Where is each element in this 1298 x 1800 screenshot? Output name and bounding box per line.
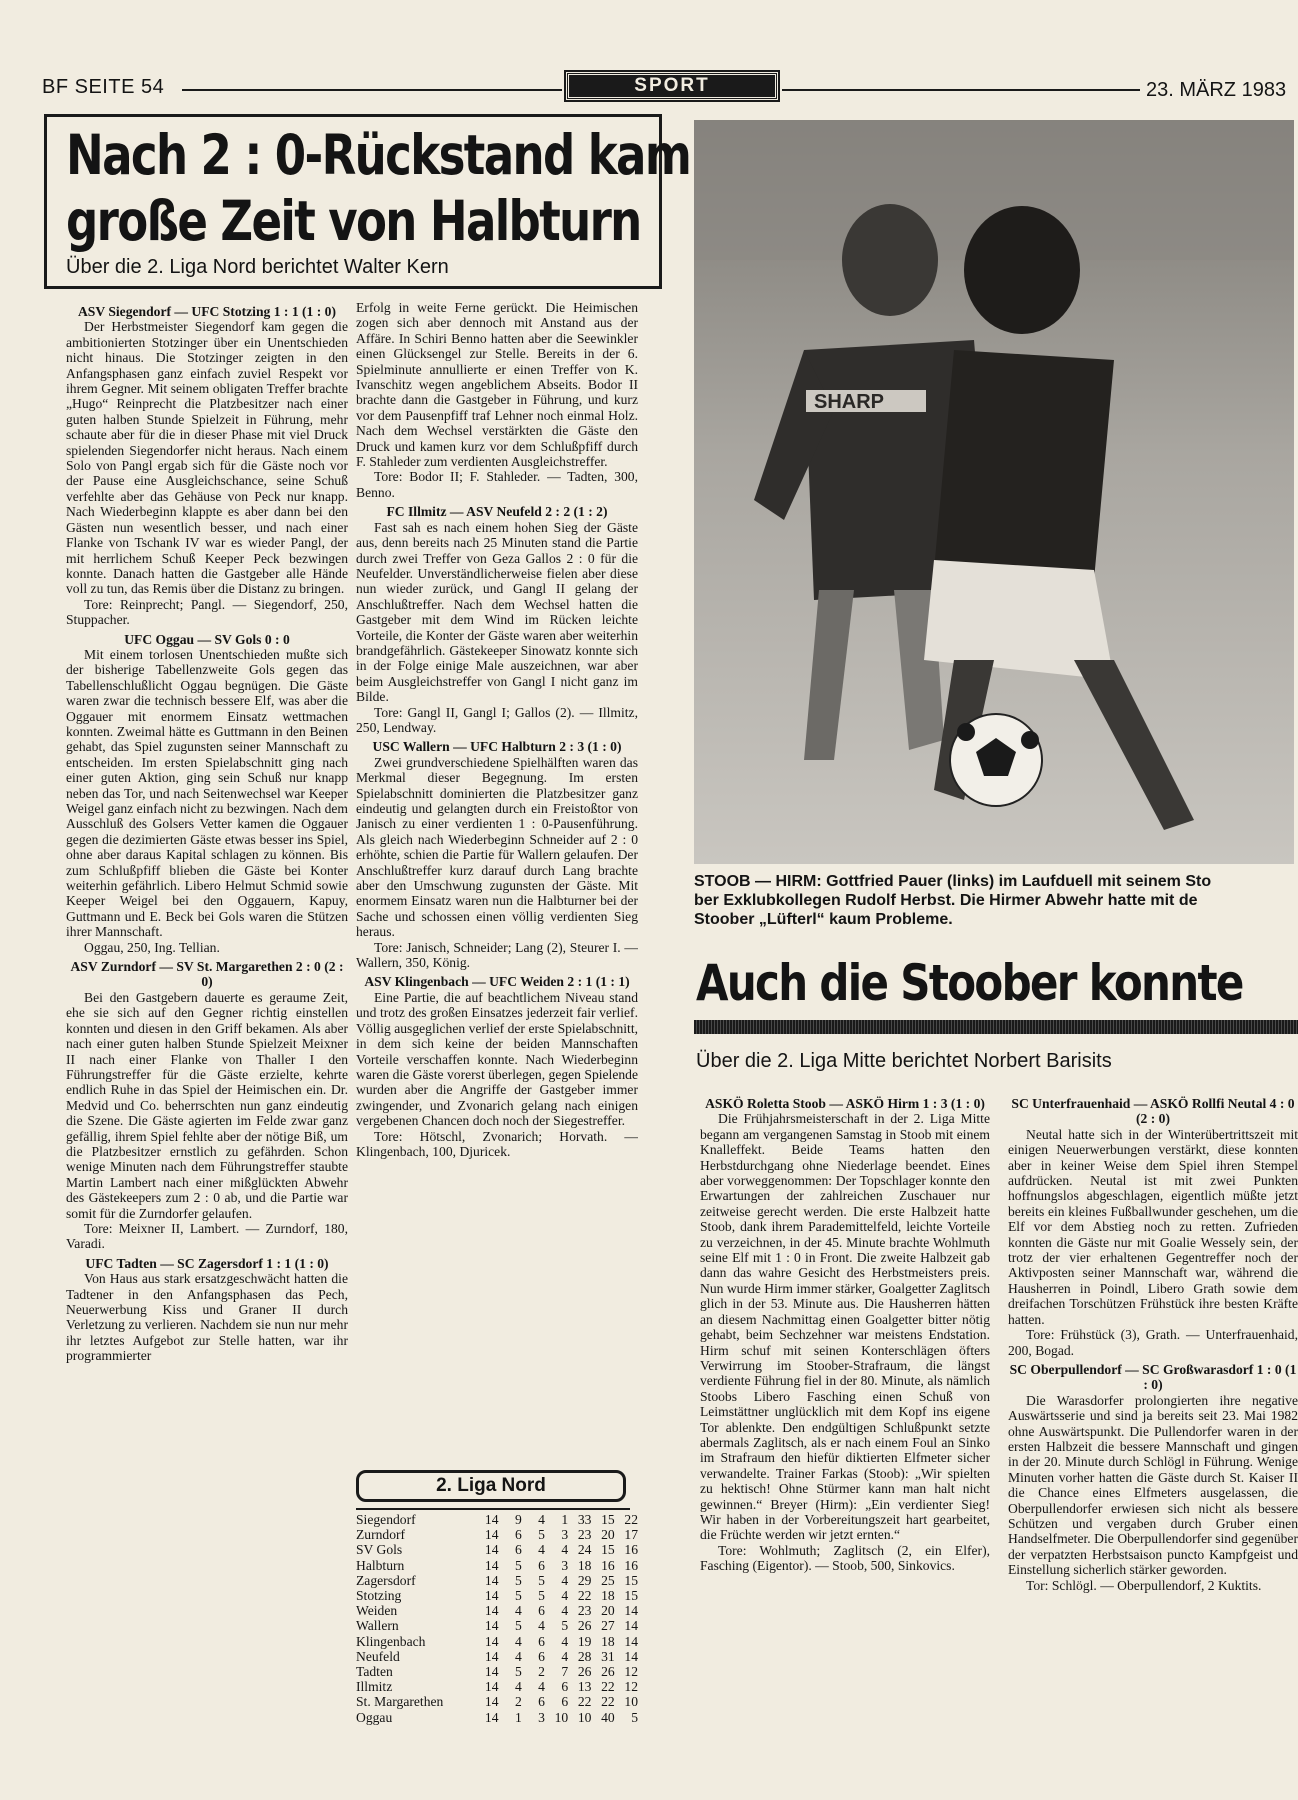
header-rule-left (182, 89, 562, 91)
photo-caption-line-1: STOOB — HIRM: Gottfried Pauer (links) im Laufduell mit seinem Sto (694, 873, 1212, 890)
stat-cell: 14 (484, 1618, 499, 1634)
headline-line-2: große Zeit von Halbturn (66, 189, 641, 253)
stat-cell: 2 (514, 1694, 522, 1710)
article-column-2 (356, 300, 638, 1460)
stat-cell: 14 (624, 1648, 638, 1664)
stat-cell: 22 (577, 1588, 592, 1604)
team-name: Weiden (356, 1603, 398, 1619)
standings-rule (356, 1508, 630, 1510)
standings-row (356, 1679, 638, 1694)
team-name: Zurndorf (356, 1527, 406, 1543)
stat-cell: 14 (484, 1512, 499, 1527)
stat-cell: 5 (538, 1572, 545, 1588)
stat-cell: 31 (601, 1648, 615, 1664)
paragraph: Von Haus aus stark ersatzgeschwächt hatten die Tadtener in den Anfangsphasen das Pech, Neuerwerbung Kiss und Graner II durch Verletzung zu verlieren. Nachdem sie nun nur mehr ihr letztes Aufgebot zur Stelle hatten, war ihr programmierter (66, 1271, 348, 1364)
stat-cell: 1 (514, 1709, 522, 1725)
stat-cell: 5 (538, 1588, 545, 1604)
match-heading: SC Oberpullendorf — SC Großwarasdorf 1 : 0 (1 : 0) (1009, 1361, 1297, 1393)
stat-cell: 5 (514, 1664, 522, 1680)
stat-cell: 4 (538, 1679, 545, 1695)
standings-row (356, 1573, 638, 1588)
stat-cell: 20 (601, 1603, 615, 1619)
paragraph: Neutal hatte sich in der Winterübertrittszeit mit einigen Neuerwerbungen verstärkt, diese konnten aber in keiner Weise dem Spiel ihren Stempel aufdrücken. Neutal ist mit zwei Punkten hoffnungslos abgeschlagen, eigentlich müßte jetzt bereits ein kleines Fußballwunder geschehen, um die Elf vor dem Abstieg noch zu retten. Zufrieden konnten die Gäste nur mit Goalie Wessely sein, der trotz der vier erhaltenen Gegentreffer noch der Aktivposten seiner Mannschaft war, während die Hausherren in Poindl, Libero Grath sowie dem dreifachen Torschützen Frühstück ihre besten Kräfte hatten. (1008, 1126, 1298, 1327)
photo-caption-line-3: Stoober „Lüfterl“ kaum Probleme. (694, 911, 953, 928)
stat-cell: 26 (577, 1618, 592, 1634)
article-column-1 (66, 300, 348, 1795)
standings-row (356, 1527, 638, 1542)
stat-cell: 28 (577, 1648, 592, 1664)
stat-cell: 14 (484, 1527, 499, 1543)
paragraph: Tore: Hötschl, Zvonarich; Horvath. — Klingenbach, 100, Djuricek. (356, 1128, 638, 1159)
standings-row (356, 1603, 638, 1618)
stat-cell: 4 (561, 1572, 569, 1588)
team-name: Illmitz (356, 1679, 393, 1695)
stat-cell: 33 (577, 1512, 592, 1527)
stat-cell: 4 (561, 1588, 569, 1604)
article-column-3 (700, 1092, 990, 1782)
stat-cell: 6 (538, 1603, 545, 1619)
match-heading: UFC Tadten — SC Zagersdorf 1 : 1 (1 : 0) (85, 1255, 329, 1271)
team-name: St. Margarethen (356, 1694, 444, 1710)
stat-cell: 23 (577, 1527, 592, 1543)
stat-cell: 4 (514, 1679, 522, 1695)
article-column-4 (1008, 1092, 1298, 1782)
stat-cell: 10 (577, 1709, 592, 1725)
stat-cell: 14 (624, 1633, 638, 1649)
stat-cell: 23 (577, 1603, 592, 1619)
stat-cell: 5 (514, 1618, 522, 1634)
team-name: Siegendorf (356, 1512, 416, 1527)
match-heading: USC Wallern — UFC Halbturn 2 : 3 (1 : 0) (372, 739, 622, 755)
paragraph: Fast sah es nach einem hohen Sieg der Gäste aus, denn bereits nach 25 Minuten stand die Partie durch zwei Treffer von Geza Gallos 2 : 0 für die Neufelder. Unverständlicherweise fielen aber diese nun wieder zurück, und Gangl II gelang der Anschlußtreffer. Nach dem Wechsel hatten die Gastgeber mit dem Wind im Rücken leichte Vorteile, die Konter der Gäste waren aber weiterhin brandgefährlich. Gästekeeper Sinowatz konnte sich in der Folge einige Male auszeichnen, war aber beim Ausgleichstreffer von Gangl I nicht ganz im Bilde. (356, 519, 638, 705)
paragraph: Mit einem torlosen Unentschieden mußte sich der bisherige Tabellenzweite Gols gegen das Tabellenschlußlicht Oggau begnügen. Die Gäste waren zwar die technisch bessere Elf, was aber die Oggauer mit enormem Einsatz wettmachen konnten. Zweimal hätte es Guttmann in den Beinen gehabt, das Spiel zugunsten seiner Mannschaft zu entscheiden. Im ersten Spielabschnitt ging nach einer guten Aktion, ging sein Schuß nur knapp neben das Tor, und nach Seitenwechsel war Keeper Weigel ganz einfach nicht zu bezwingen. Nach dem Ausschluß des Golsers Vetter kamen die Oggauer gegen die dezimierten Gäste etwas besser ins Spiel, ohne aber daraus Kapital schlagen zu können. Bis zum Schlußpfiff blieben die Gäste bei Konter weiterhin gefährlich. Libero Helmut Schmid sowie Keeper Weigel bei den Oggauern, Kapuy, Guttmann und E. Beck bei Gols waren die Stützen ihrer Mannschaft. (66, 646, 348, 940)
photo-caption (694, 872, 1294, 929)
standings-row (356, 1618, 638, 1633)
team-name: Oggau (356, 1709, 393, 1725)
headline-2: Auch die Stoober konnte (696, 954, 1243, 1012)
stat-cell: 15 (601, 1542, 615, 1558)
stat-cell: 6 (538, 1648, 545, 1664)
stat-cell: 14 (484, 1694, 499, 1710)
paragraph: Tore: Frühstück (3), Grath. — Unterfrauenhaid, 200, Bogad. (1008, 1327, 1298, 1358)
standings-row (356, 1649, 638, 1664)
standings-row (356, 1558, 638, 1573)
shirt-sponsor-text: SHARP (814, 391, 885, 413)
standings-row (356, 1710, 638, 1725)
team-name: Zagersdorf (356, 1572, 416, 1588)
headline (66, 122, 691, 254)
byline-2: Über die 2. Liga Mitte berichtet Norbert Barisits (696, 1050, 1112, 1072)
stat-cell: 15 (624, 1588, 638, 1604)
match-heading: ASV Klingenbach — UFC Weiden 2 : 1 (1 : 1) (364, 974, 630, 990)
stat-cell: 20 (601, 1527, 615, 1543)
stat-cell: 14 (484, 1542, 499, 1558)
match-heading: FC Illmitz — ASV Neufeld 2 : 2 (1 : 2) (386, 504, 608, 520)
match-heading: UFC Oggau — SV Gols 0 : 0 (124, 631, 290, 647)
paragraph: Tore: Reinprecht; Pangl. — Siegendorf, 250, Stuppacher. (66, 596, 348, 628)
stat-cell: 3 (538, 1709, 545, 1725)
paragraph: Der Herbstmeister Siegendorf kam gegen die ambitionierten Stotzinger über ein Unentschieden nicht hinaus. Die Stotzinger zeigten in den Anfangsphasen ganz einfach zuviel Respekt vor ihrem Gegner. Mit seinem obligaten Treffer brachte „Hugo“ Reinprecht die Platzbesitzer nach einer guten halben Stunde Spielzeit in Führung, mehr schaute aber für die in dieser Phase mit viel Druck spielenden Siegendorfer nicht heraus. Nach einem Solo von Pangl ergab sich für die Gäste noch vor der Pause eine Ausgleichschance, seine Schuß verfehlte aber das Gehäuse von Peck nur knapp. Nach Wiederbeginn klappte es aber dann bei den Gästen nun wesentlich besser, und nach einer Flanke von Tschank IV war es wieder Pangl, der mit herrlichem Schuß Keeper Peck bezwingen konnte. Danach hatten die Gastgeber alle Hände voll zu tun, das Remis über die Distanz zu bringen. (66, 319, 348, 597)
stat-cell: 6 (514, 1527, 522, 1543)
stat-cell: 3 (561, 1557, 569, 1573)
match-heading: ASV Zurndorf — SV St. Margarethen 2 : 0 (2 : 0) (70, 959, 344, 990)
match-heading: ASKÖ Roletta Stoob — ASKÖ Hirm 1 : 3 (1 : 0) (705, 1096, 985, 1111)
stat-cell: 29 (577, 1572, 592, 1588)
stat-cell: 3 (561, 1527, 569, 1543)
stat-cell: 18 (601, 1588, 615, 1604)
stat-cell: 16 (601, 1557, 615, 1573)
stat-cell: 1 (561, 1512, 569, 1527)
team-name: Tadten (356, 1664, 393, 1680)
team-name: Halbturn (356, 1557, 405, 1573)
match-heading: SC Unterfrauenhaid — ASKÖ Rollfi Neutal 4 : 0 (2 : 0) (1011, 1096, 1295, 1127)
paragraph: Die Frühjahrsmeisterschaft in der 2. Liga Mitte begann am vergangenen Samstag in Stoob mit einem Knalleffekt. Beide Teams hatten den Herbstdurchgang ohne Niederlage beendet. Eines aber vorweggenommen: Der Topschlager konnte den Erwartungen der zahlreichen Zuschauer nur zeitweise gerecht werden. Die erste Halbzeit hatte Stoob, dank ihrem Parademittelfeld, leichte Vorteile zu verzeichnen, in der 45. Minute brachte Wohlmuth seine Elf mit 1 : 0 in Front. Die zweite Halbzeit gab dann das wahre Gesicht des Herbstmeisters preis. Nun wurde Hirm immer stärker, Goalgetter Zaglitsch glich in der 53. Minute aus. Die Hausherren hätten an diesem Nachmittag einen Goalgetter bitter nötig gehabt, beim Sechzehner war meistens Endstation. Hirm schuf mit seinen Konterschlägen öfters Verwirrung im Stoober-Strafraum, die längst verdiente Führung fiel in der 80. Minute, als nämlich Stoobs Libero Fasching einen Schuß von Leimstättner unglücklich mit dem Kopf ins eigene Tor ablenkte. Den endgültigen Schlußpunkt setzte abermals Zaglitsch, als er nach einem Foul an Sinko im Strafraum den hiefür diktierten Elfmeter sicher verwandelte. Trainer Farkas (Stoob): „Wir spielten zu hektisch! Ohne Stürmer kann man halt nicht gewinnen.“ Breyer (Hirm): „Ein verdienter Sieg! Wir haben in der Vorbereitungszeit hart gearbeitet, die Früchte werden wir jetzt ernten.“ (700, 1111, 990, 1543)
stat-cell: 14 (484, 1633, 499, 1649)
team-name: Neufeld (356, 1648, 400, 1664)
stat-cell: 9 (514, 1512, 522, 1527)
stat-cell: 14 (484, 1679, 499, 1695)
stat-cell: 18 (577, 1557, 592, 1573)
stat-cell: 4 (538, 1618, 545, 1634)
stat-cell: 4 (514, 1633, 522, 1649)
stat-cell: 4 (561, 1603, 569, 1619)
stat-cell: 5 (561, 1618, 569, 1634)
stat-cell: 14 (484, 1557, 499, 1573)
standings-row (356, 1664, 638, 1679)
stat-cell: 5 (514, 1572, 522, 1588)
paragraph: Zwei grundverschiedene Spielhälften waren das Merkmal dieser Begegnung. Im ersten Spielabschnitt dominierten die Platzbesitzer ganz eindeutig und gelangten durch ein Freistoßtor von Janisch zu einer verdienten 1 : 0-Pausenführung. Als gleich nach Wiederbeginn Schneider auf 2 : 0 erhöhte, schien die Partie für Wallern gelaufen. Der Anschlußtreffer kurz darauf durch Lang brachte aber den Umschwung zugunsten der Gäste. Mit enormem Einsatz waren nun die Halbturner bei der Sache und schossen einen völlig verdienten Sieg heraus. (356, 754, 638, 940)
stat-cell: 17 (624, 1527, 638, 1543)
stat-cell: 13 (577, 1679, 592, 1695)
stat-cell: 6 (538, 1557, 545, 1573)
headline-2-rule (694, 1020, 1298, 1034)
stat-cell: 4 (538, 1542, 545, 1558)
match-photo (694, 120, 1294, 864)
paragraph: Tore: Gangl II, Gangl I; Gallos (2). — Illmitz, 250, Lendway. (356, 704, 638, 735)
page-folio: BF SEITE 54 (42, 76, 165, 98)
byline: Über die 2. Liga Nord berichtet Walter Kern (66, 256, 449, 278)
paragraph: Tore: Meixner II, Lambert. — Zurndorf, 180, Varadi. (66, 1220, 348, 1252)
stat-cell: 12 (624, 1679, 638, 1695)
stat-cell: 25 (601, 1572, 615, 1588)
standings-row (356, 1634, 638, 1649)
stat-cell: 7 (561, 1664, 569, 1680)
standings-row (356, 1542, 638, 1557)
stat-cell: 22 (577, 1694, 592, 1710)
stat-cell: 14 (484, 1648, 499, 1664)
paragraph: Tore: Wohlmuth; Zaglitsch (2, ein Elfer), Fasching (Eigentor). — Stoob, 500, Sinkovics. (700, 1542, 990, 1574)
stat-cell: 12 (624, 1664, 638, 1680)
stat-cell: 6 (514, 1542, 522, 1558)
match-photo-illustration (694, 120, 1294, 864)
stat-cell: 4 (561, 1542, 569, 1558)
paragraph: Tor: Schlögl. — Oberpullendorf, 2 Kuktits. (1026, 1577, 1262, 1593)
paragraph: Oggau, 250, Ing. Tellian. (84, 939, 220, 955)
issue-date: 23. MÄRZ 1983 (1146, 79, 1287, 101)
stat-cell: 2 (538, 1664, 545, 1680)
stat-cell: 22 (601, 1679, 615, 1695)
stat-cell: 16 (624, 1542, 638, 1558)
stat-cell: 19 (577, 1633, 592, 1649)
match-heading: ASV Siegendorf — UFC Stotzing 1 : 1 (1 : 0) (77, 304, 336, 319)
stat-cell: 4 (514, 1648, 522, 1664)
paragraph: Tore: Janisch, Schneider; Lang (2), Steurer I. — Wallern, 350, König. (356, 939, 638, 971)
stat-cell: 4 (514, 1603, 522, 1619)
headline-line-1: Nach 2 : 0-Rückstand kam (66, 123, 691, 187)
standings-table (356, 1512, 638, 1725)
team-name: SV Gols (356, 1542, 403, 1558)
standings-row (356, 1588, 638, 1603)
stat-cell: 26 (601, 1664, 615, 1680)
paragraph: Die Warasdorfer prolongierten ihre negative Auswärtsserie und sind ja bereits seit 23. Mai 1982 ohne Auswärtspunkt. Die Pullendorfer waren in der ersten Halbzeit die bessere Mannschaft und gingen in der 20. Minute durch Schlögl in Führung. Wenige Minuten vorher hatten die Gäste durch St. Kaiser II die Chance eines Elfmeters ausgelassen, die Oberpullendorfer erwiesen sich nicht als bessere Schützen und vergaben durch Gruber einen Handselfmeter. Die Oberpullendorfer sind gegenüber der verpatzten Herbstsaison puncto Kampfgeist und Einstellung sicherlich stärker geworden. (1008, 1392, 1298, 1578)
stat-cell: 18 (601, 1633, 615, 1649)
stat-cell: 24 (577, 1542, 592, 1558)
stat-cell: 5 (538, 1527, 545, 1543)
stat-cell: 6 (538, 1633, 545, 1649)
stat-cell: 22 (601, 1694, 615, 1710)
stat-cell: 14 (624, 1618, 638, 1634)
team-name: Wallern (356, 1618, 399, 1634)
stat-cell: 14 (484, 1709, 499, 1725)
stat-cell: 14 (624, 1603, 638, 1619)
stat-cell: 5 (514, 1557, 522, 1573)
standings-title: 2. Liga Nord (356, 1470, 626, 1502)
stat-cell: 6 (538, 1694, 545, 1710)
stat-cell: 22 (624, 1512, 638, 1527)
photo-caption-line-2: ber Exklubkollegen Rudolf Herbst. Die Hirmer Abwehr hatte mit de (694, 892, 1198, 909)
standings-row (356, 1694, 638, 1709)
stat-cell: 4 (561, 1648, 569, 1664)
stat-cell: 16 (624, 1557, 638, 1573)
stat-cell: 4 (561, 1633, 569, 1649)
paragraph: Bei den Gastgebern dauerte es geraume Zeit, ehe sie sich auf den Gegner richtig einstellen konnten und diesen in den Griff bekamen. Als aber nach einer guten halben Stunde Spielzeit Meixner II nach einer Flanke von Thaller I den Führungstreffer für die Gäste erzielte, kehrte endlich Ruhe in das Spiel der Heimischen ein. Dr. Medvid und Co. beherrschten nun ganz eindeutig die Szene. Die Gäste agierten im Felde zwar ganz gefällig, ihrem Spiel fehlte aber der nötige Biß, um die Platzbesitzer ernstlich zu gefährden. Schon wenige Minuten nach dem Führungstreffer staubte Martin Lambert nach einer mißglückten Abwehr des Gästekeepers zum 2 : 0 ab, und die Partie war somit für die Zurndorfer gelaufen. (66, 989, 348, 1221)
stat-cell: 40 (601, 1709, 615, 1725)
stat-cell: 26 (577, 1664, 592, 1680)
stat-cell: 10 (554, 1709, 569, 1725)
stat-cell: 14 (484, 1603, 499, 1619)
header-rule-right (782, 89, 1140, 91)
stat-cell: 10 (624, 1694, 638, 1710)
stat-cell: 15 (624, 1572, 638, 1588)
section-badge: SPORT (566, 72, 778, 100)
stat-cell: 6 (561, 1679, 569, 1695)
stat-cell: 5 (631, 1709, 638, 1725)
stat-cell: 27 (601, 1618, 615, 1634)
stat-cell: 14 (484, 1664, 499, 1680)
team-name: Stotzing (356, 1588, 402, 1604)
stat-cell: 4 (538, 1512, 545, 1527)
stat-cell: 14 (484, 1572, 499, 1588)
standings-row (356, 1512, 638, 1527)
stat-cell: 6 (561, 1694, 569, 1710)
team-name: Klingenbach (356, 1633, 426, 1649)
stat-cell: 14 (484, 1588, 499, 1604)
paragraph: Erfolg in weite Ferne gerückt. Die Heimischen zogen sich aber dennoch mit Anstand aus der Affäre. In Schiri Benno hatten aber die Seewinkler einen Glücksengel zur Stelle. Bereits in der 6. Spielminute annullierte er einen Treffer von K. Ivanschitz wegen angeblichem Abseits. Bodor II brachte dann die Gastgeber in Führung, und kurz vor dem Pausenpfiff traf Lehner noch einmal Holz. Nach dem Wechsel verstärkten die Gäste den Druck und kamen kurz vor dem Schlußpfiff durch F. Stahleder zum verdienten Ausgleichstreffer. (356, 300, 638, 470)
paragraph: Eine Partie, die auf beachtlichem Niveau stand und trotz des großen Einsatzes jederzeit fair verlief. Völlig ausgeglichen verlief der erste Spielabschnitt, in dem sich keine der beiden Mannschaften Vorteile verschaffen konnte. Nach Wiederbeginn waren die Gäste vorerst überlegen, gegen Spielende wurden aber die Angriffe der Gastgeber immer zwingender, und Zvonarich gelang nach einigen vergebenen Chancen doch noch der Siegestreffer. (356, 989, 638, 1129)
stat-cell: 15 (601, 1512, 615, 1527)
paragraph: Tore: Bodor II; F. Stahleder. — Tadten, 300, Benno. (356, 469, 638, 500)
stat-cell: 5 (514, 1588, 522, 1604)
